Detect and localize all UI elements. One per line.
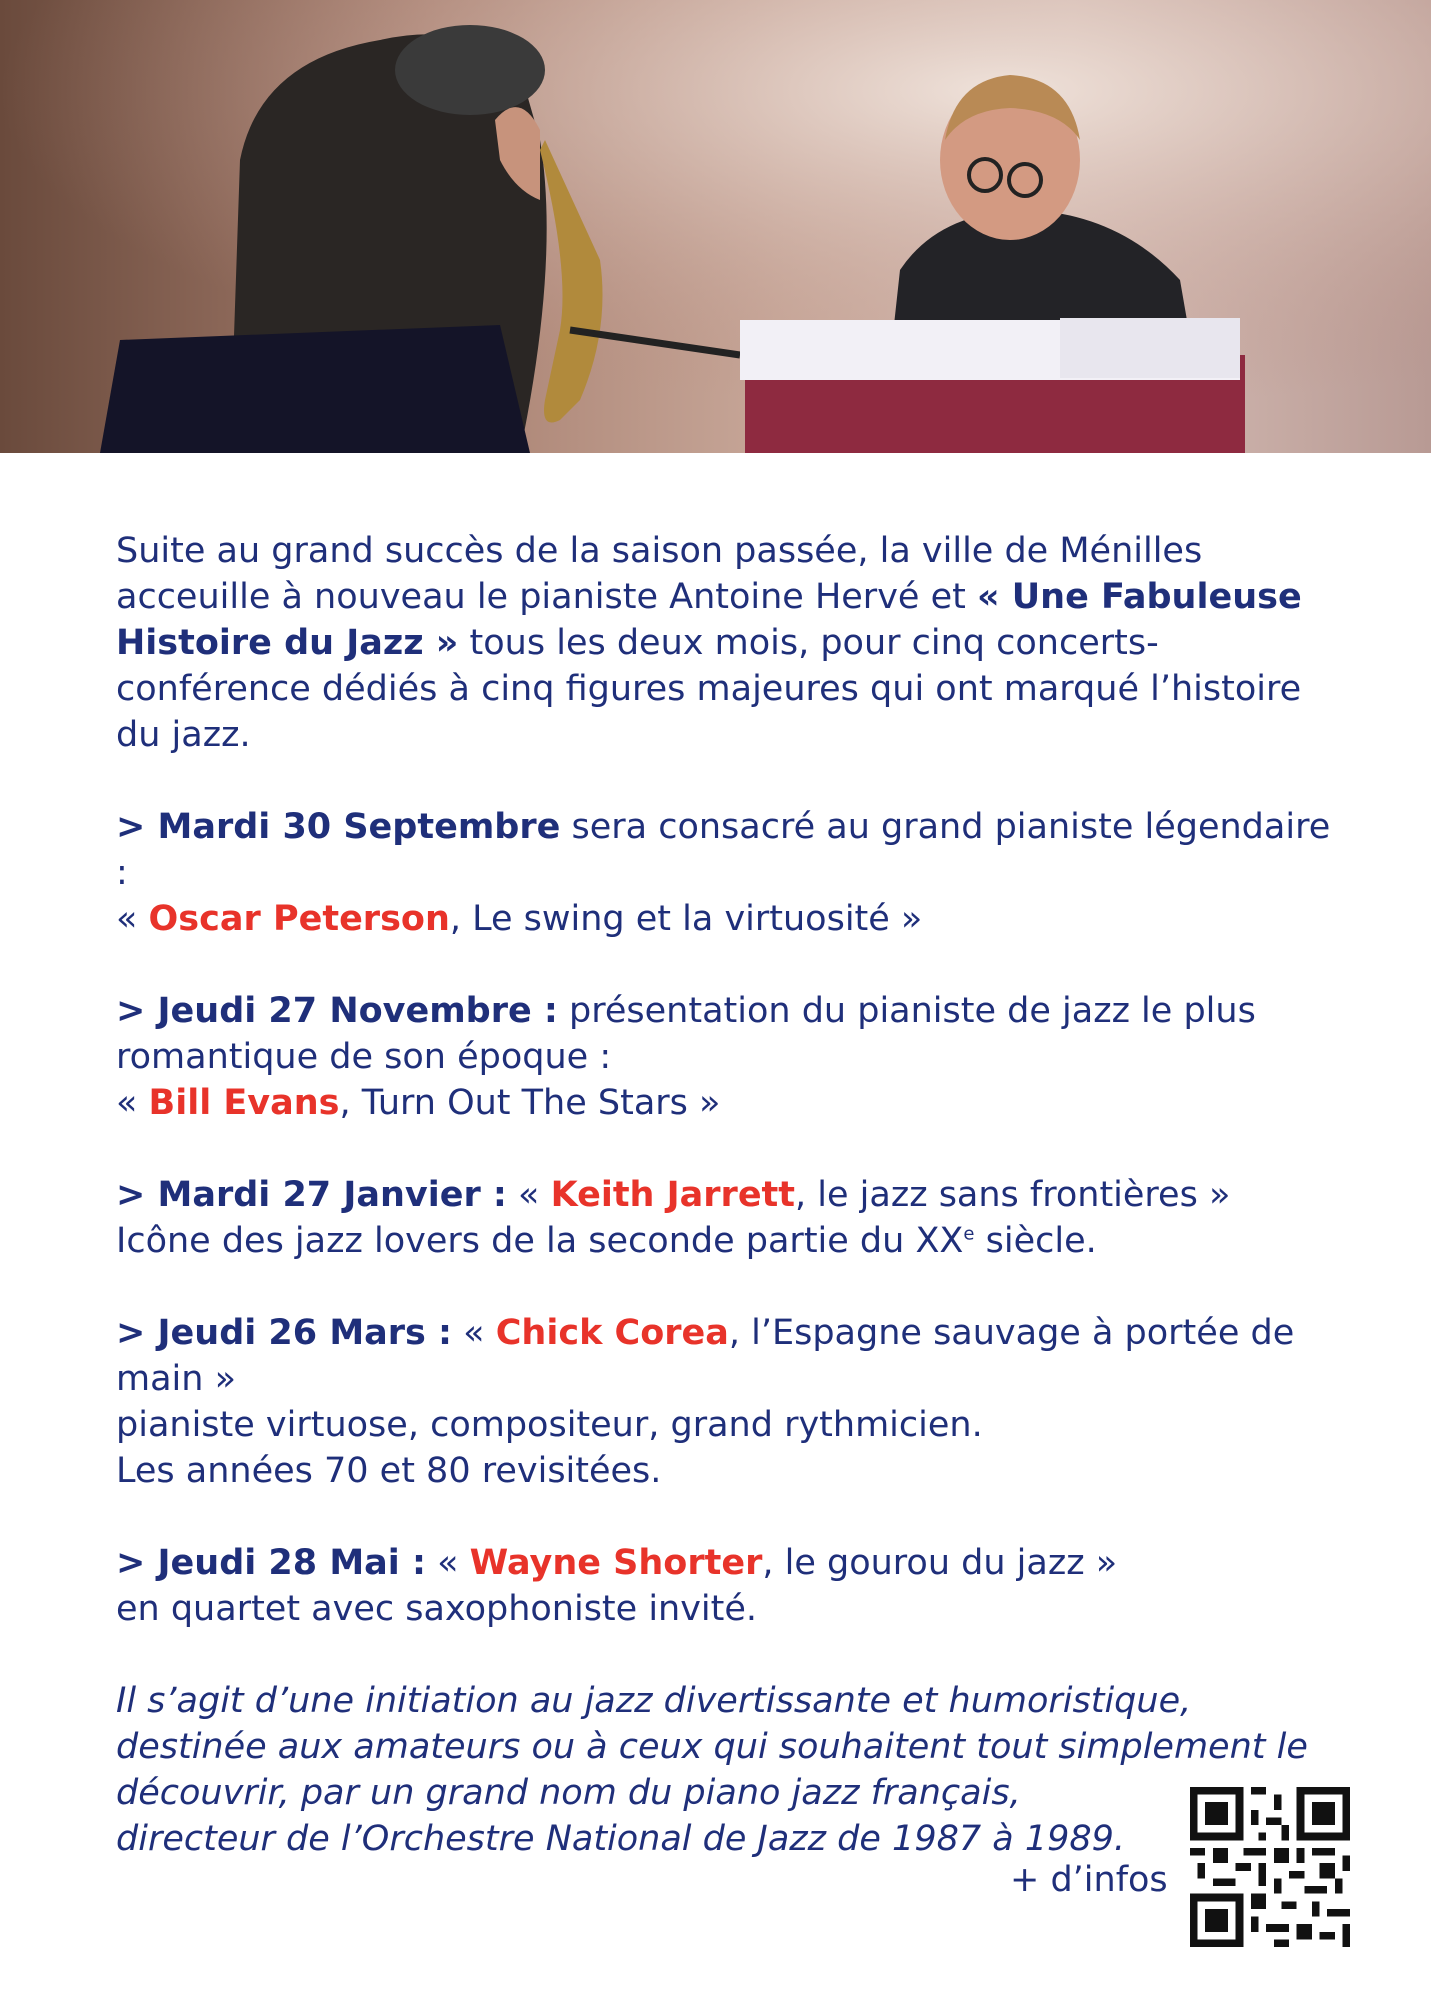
event-description-2: Les années 70 et 80 revisitées.	[116, 1451, 662, 1491]
event-wayne-shorter	[116, 1540, 1346, 1632]
event-description-end: siècle.	[974, 1221, 1097, 1261]
artist-name: Oscar Peterson	[148, 899, 450, 939]
event-title: , l’Espagne sauvage à portée de main »	[116, 1313, 1295, 1399]
quote-open: «	[425, 1543, 470, 1583]
artist-name: Wayne Shorter	[469, 1543, 763, 1583]
outro-line: destinée aux amateurs ou à ceux qui souhaitent tout simplement le	[116, 1727, 1308, 1767]
quote-open: «	[116, 899, 149, 939]
event-date: > Jeudi 27 Novembre :	[116, 991, 558, 1031]
event-date: > Mardi 30 Septembre	[116, 807, 561, 847]
event-chick-corea	[116, 1310, 1346, 1494]
intro-text-1: Suite au grand succès de la saison passée, la ville de Ménilles acceuille à nouveau le pianiste Antoine Hervé et	[116, 531, 1203, 617]
superscript: e	[963, 1223, 975, 1245]
event-description: pianiste virtuose, compositeur, grand rythmicien.	[116, 1405, 983, 1445]
intro-text-2: tous les deux mois, pour cinq concerts-conférence dédiés à cinq figures majeures qui ont marqué l’histoire du jazz.	[116, 623, 1302, 755]
event-date: > Mardi 27 Janvier :	[116, 1175, 507, 1215]
event-title: , Le swing et la virtuosité »	[449, 899, 923, 939]
artist-name: Keith Jarrett	[550, 1175, 796, 1215]
event-description: Icône des jazz lovers de la seconde partie du XX	[116, 1221, 964, 1261]
more-info-label: + d’infos	[1010, 1860, 1168, 1900]
event-description: présentation du pianiste de jazz le plus romantique de son époque :	[116, 991, 1256, 1077]
event-description: en quartet avec saxophoniste invité.	[116, 1589, 758, 1629]
event-bill-evans	[116, 988, 1346, 1126]
event-oscar-peterson	[116, 804, 1346, 942]
artist-name: Bill Evans	[148, 1083, 340, 1123]
concert-photo	[0, 0, 1431, 453]
event-text	[116, 528, 1346, 1862]
event-date: > Jeudi 26 Mars :	[116, 1313, 453, 1353]
outro-paragraph	[116, 1678, 1346, 1862]
series-title: « Une Fabuleuse Histoire du Jazz »	[116, 577, 1302, 663]
event-title: , le jazz sans frontières »	[795, 1175, 1231, 1215]
event-description: sera consacré au grand pianiste légendaire :	[116, 807, 1331, 893]
event-title: , le gourou du jazz »	[762, 1543, 1118, 1583]
intro-paragraph	[116, 528, 1346, 758]
quote-open: «	[452, 1313, 496, 1353]
event-title: , Turn Out The Stars »	[339, 1083, 721, 1123]
artist-name: Chick Corea	[495, 1313, 729, 1353]
event-keith-jarrett	[116, 1172, 1346, 1264]
outro-line: découvrir, par un grand nom du piano jazz français,	[116, 1773, 1021, 1813]
quote-open: «	[506, 1175, 551, 1215]
outro-line: directeur de l’Orchestre National de Jazz de 1987 à 1989.	[116, 1819, 1126, 1859]
qr-code-icon[interactable]	[1190, 1787, 1350, 1947]
quote-open: «	[116, 1083, 149, 1123]
event-date: > Jeudi 28 Mai :	[116, 1543, 426, 1583]
outro-line: Il s’agit d’une initiation au jazz divertissante et humoristique,	[116, 1681, 1192, 1721]
